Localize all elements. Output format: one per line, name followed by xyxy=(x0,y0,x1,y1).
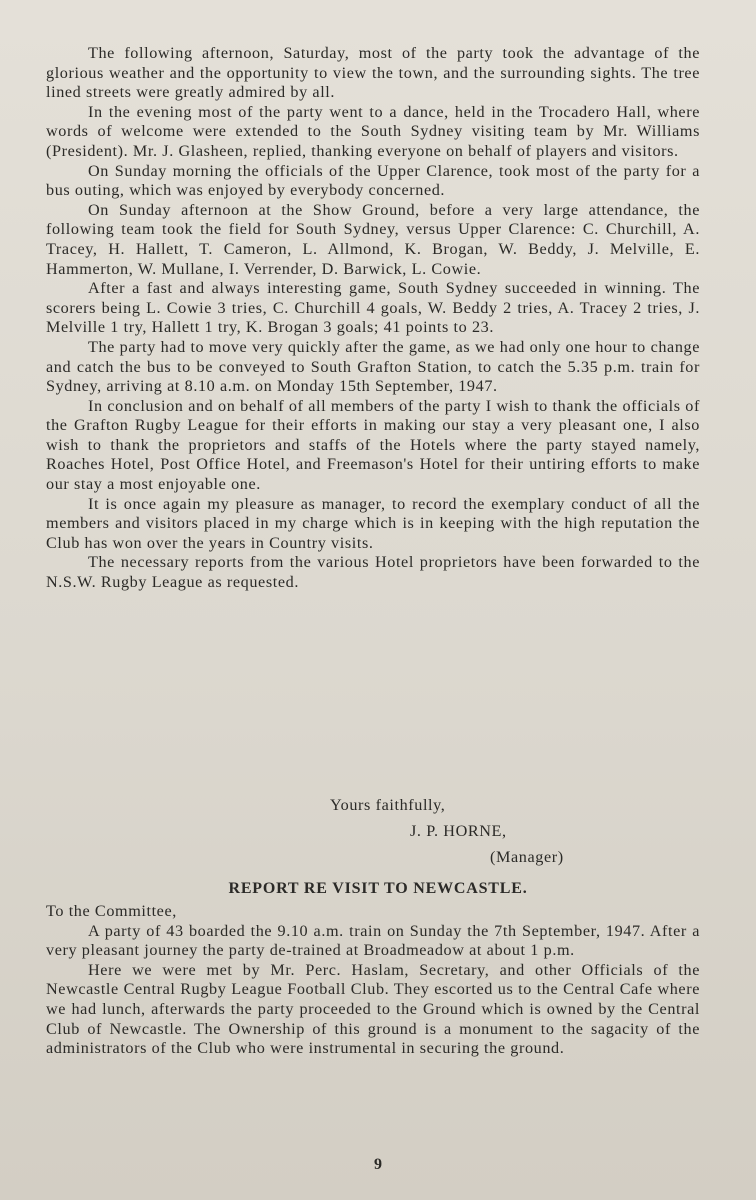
report-body-grafton xyxy=(46,44,700,593)
paragraph-train-journey: A party of 43 boarded the 9.10 a.m. train on Sunday the 7th September, 1947. After a very pleasant journey the party de-trained at Broadmeadow at about 1 p.m. xyxy=(46,921,700,960)
paragraph-reports: The necessary reports from the various Hotel proprietors have been forwarded to the N.S.W. Rugby League as requested. xyxy=(46,553,700,592)
salutation: To the Committee, xyxy=(46,902,177,920)
signature-role: (Manager) xyxy=(490,848,564,866)
paragraph-dance: In the evening most of the party went to a dance, held in the Trocadero Hall, where words of welcome were extended to the South Sydney visiting team by Mr. Williams (President). Mr. J. Glasheen, replied, thanking everyone on behalf of players and visitors. xyxy=(46,102,700,160)
page-number: 9 xyxy=(374,1156,382,1173)
closing-line: Yours faithfully, xyxy=(330,796,446,814)
signature-name: J. P. HORNE, xyxy=(410,822,507,840)
paragraph-departure: The party had to move very quickly after the game, as we had only one hour to change and catch the bus to be conveyed to South Grafton Station, to catch the 5.35 p.m. train for Sydney, arriving at 8.10 a.m. on Monday 15th September, 1947. xyxy=(46,337,700,396)
section-heading: REPORT RE VISIT TO NEWCASTLE. xyxy=(228,880,528,897)
paragraph-game-result: After a fast and always interesting game, South Sydney succeeded in winning. The scorers being L. Cowie 3 tries, C. Churchill 4 goals, W. Beddy 2 tries, A. Tracey 2 tries, J. Melville 1 try, Hallett 1 try, K. Brogan 3 goals; 41 points to 23. xyxy=(46,279,700,337)
report-body-newcastle xyxy=(46,902,700,1059)
paragraph-saturday: The following afternoon, Saturday, most of the party took the advantage of the glorious weather and the opportunity to view the town, and the surrounding sights. The tree lined streets were greatly admired by all. xyxy=(46,44,700,102)
paragraph-conduct: It is once again my pleasure as manager, to record the exemplary conduct of all the members and visitors placed in my charge which is in keeping with the high reputation the Club has won over the years in Country visits. xyxy=(46,494,700,552)
paragraph-bus-outing: On Sunday morning the officials of the Upper Clarence, took most of the party for a bus outing, which was enjoyed by everybody concerned. xyxy=(46,161,700,200)
paragraph-team: On Sunday afternoon at the Show Ground, before a very large attendance, the following team took the field for South Sydney, versus Upper Clarence: C. Churchill, A. Tracey, H. Hallett, T. Cameron, L. Allmond, K. Brogan, W. Beddy, J. Melville, E. Hammerton, W. Mullane, I. Verrender, D. Barwick, L. Cowie. xyxy=(46,200,700,278)
paragraph-reception: Here we were met by Mr. Perc. Haslam, Secretary, and other Officials of the Newcastle Central Rugby League Football Club. They escorted us to the Central Cafe where we had lunch, afterwards the party proceeded to the Ground which is owned by the Central Club of Newcastle. The Ownership of this ground is a monument to the sagacity of the administrators of the Club who were instrumental in securing the ground. xyxy=(46,960,700,1058)
paragraph-thanks: In conclusion and on behalf of all members of the party I wish to thank the officials of the Grafton Rugby League for their efforts in making our stay a very pleasant one, I also wish to thank the proprietors and staffs of the Hotels where the party stayed namely, Roaches Hotel, Post Office Hotel, and Freemason's Hotel for their untiring efforts to make our stay a most enjoyable one. xyxy=(46,396,700,494)
